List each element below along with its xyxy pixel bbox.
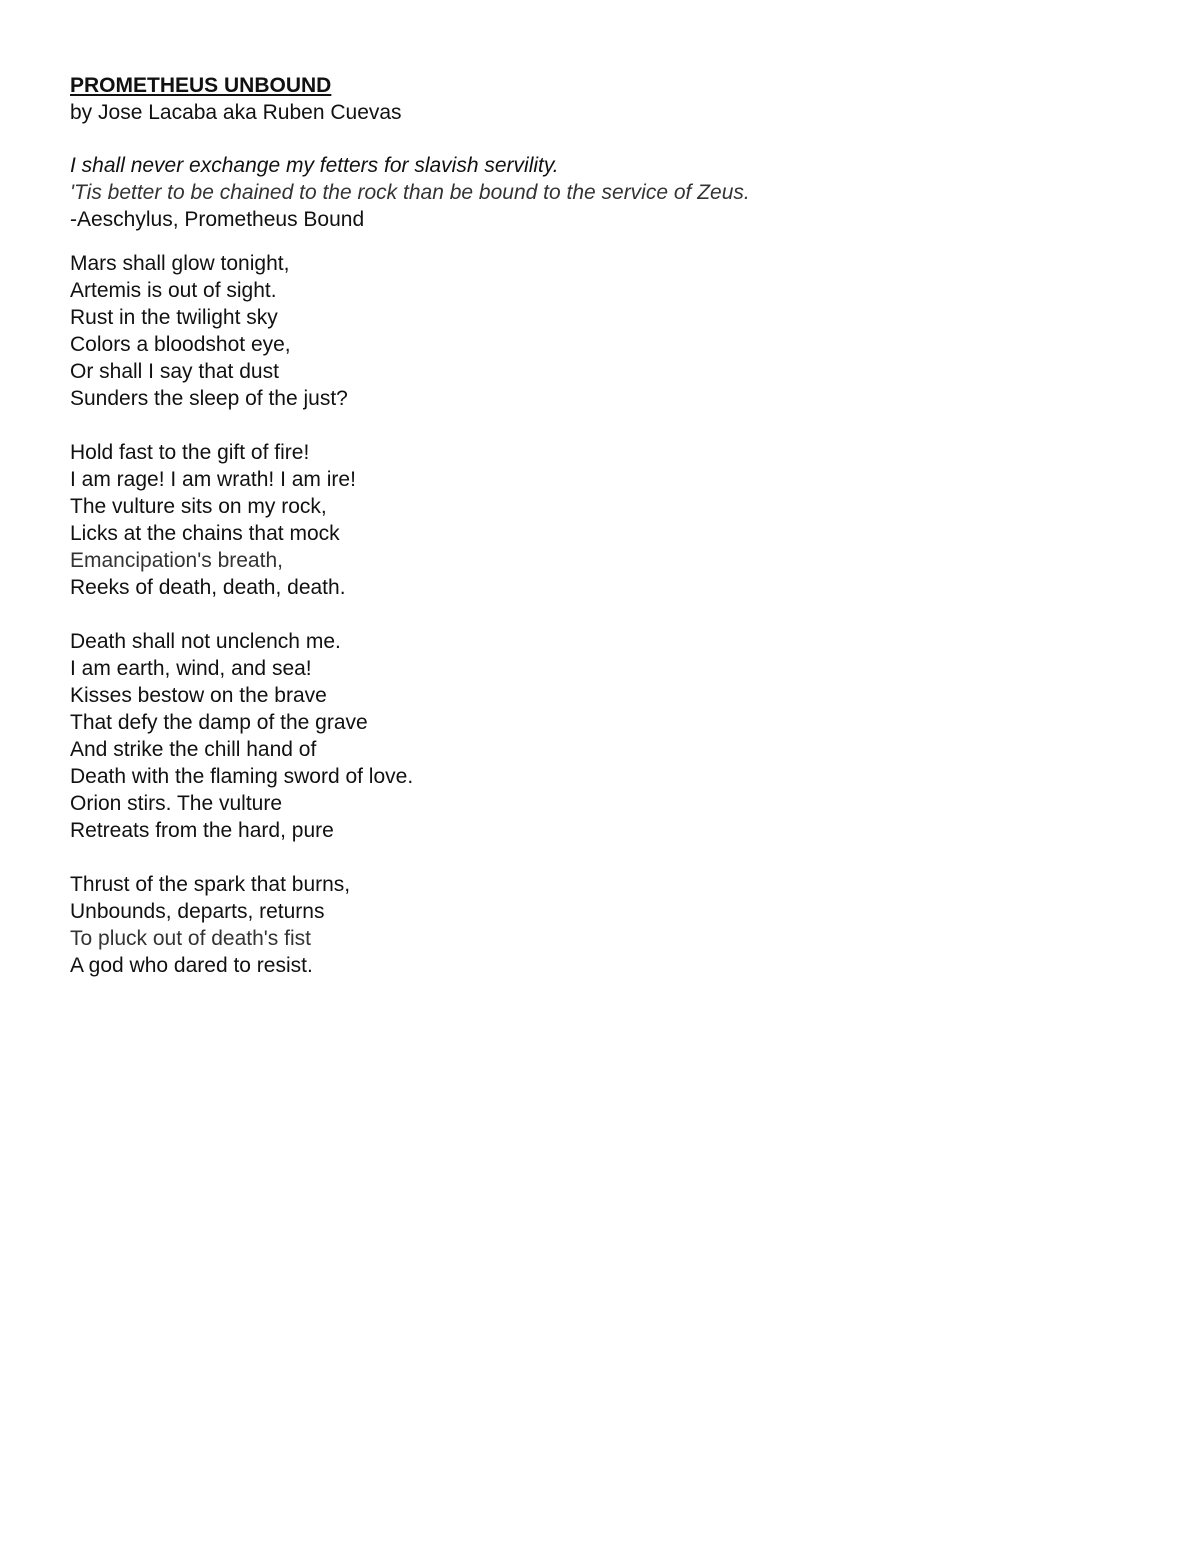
stanza-break: [70, 412, 1130, 439]
poem-line: Or shall I say that dust: [70, 360, 279, 383]
stanza-4: [70, 871, 1130, 979]
spacer: [70, 233, 1130, 250]
poem-line: Hold fast to the gift of fire!: [70, 441, 310, 464]
stanza-3: [70, 628, 1130, 844]
poem-line: To pluck out of death's fist: [70, 927, 311, 950]
poem-line: Death shall not unclench me.: [70, 630, 341, 653]
poem-line: Orion stirs. The vulture: [70, 792, 283, 815]
poem-line: Thrust of the spark that burns,: [70, 873, 351, 896]
poem-line: Rust in the twilight sky: [70, 306, 278, 329]
epigraph-attribution: -Aeschylus, Prometheus Bound: [70, 208, 365, 231]
poem-byline: by Jose Lacaba aka Ruben Cuevas: [70, 101, 402, 124]
poem-line: And strike the chill hand of: [70, 738, 317, 761]
poem-line: Retreats from the hard, pure: [70, 819, 334, 842]
poem-line: Death with the flaming sword of love.: [70, 765, 414, 788]
stanza-1: [70, 250, 1130, 412]
poem-line: That defy the damp of the grave: [70, 711, 368, 734]
poem-line: Kisses bestow on the brave: [70, 684, 327, 707]
poem-line: I am rage! I am wrath! I am ire!: [70, 468, 356, 491]
poem-title: PROMETHEUS UNBOUND: [70, 74, 332, 97]
poem-line: Colors a bloodshot eye,: [70, 333, 291, 356]
poem-line: Emancipation's breath,: [70, 549, 283, 572]
stanza-break: [70, 844, 1130, 871]
poem-page: [70, 72, 1130, 979]
stanza-2: [70, 439, 1130, 601]
poem-line: Reeks of death, death, death.: [70, 576, 346, 599]
epigraph-line-1: I shall never exchange my fetters for slavish servility.: [70, 154, 559, 177]
poem-line: The vulture sits on my rock,: [70, 495, 327, 518]
stanza-break: [70, 601, 1130, 628]
epigraph: [70, 152, 1130, 233]
poem-line: I am earth, wind, and sea!: [70, 657, 312, 680]
epigraph-line-2: 'Tis better to be chained to the rock than be bound to the service of Zeus.: [70, 181, 750, 204]
poem-line: A god who dared to resist.: [70, 954, 313, 977]
poem-line: Sunders the sleep of the just?: [70, 387, 348, 410]
poem-line: Artemis is out of sight.: [70, 279, 277, 302]
poem-line: Licks at the chains that mock: [70, 522, 340, 545]
poem-line: Unbounds, departs, returns: [70, 900, 325, 923]
spacer: [70, 126, 1130, 152]
poem-line: Mars shall glow tonight,: [70, 252, 290, 275]
